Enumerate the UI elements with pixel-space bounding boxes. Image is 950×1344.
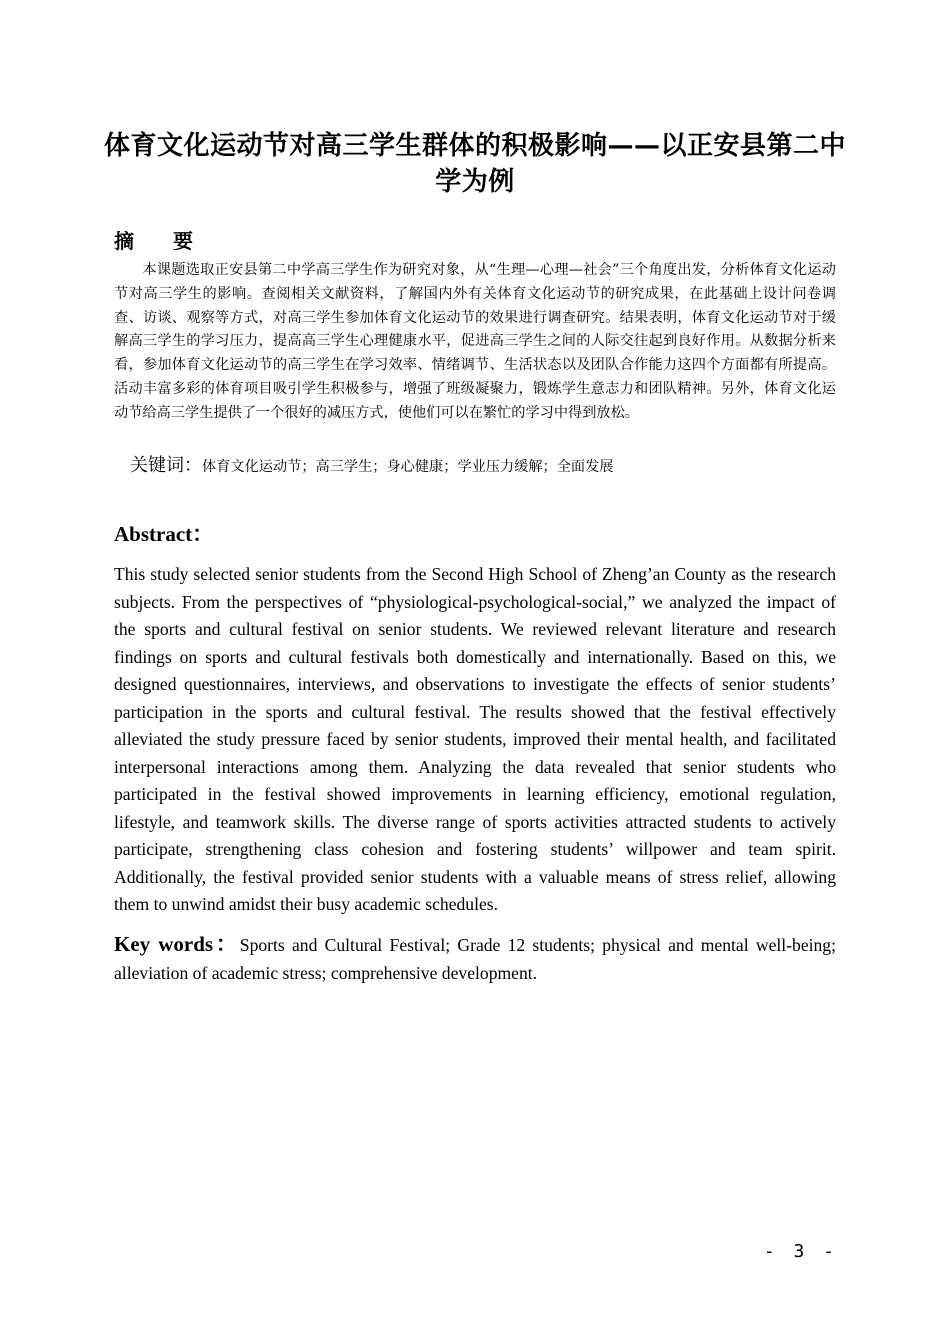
page-number: - 3 - <box>763 1241 838 1262</box>
document-title: 体育文化运动节对高三学生群体的积极影响——以正安县第二中学为例 <box>103 131 846 197</box>
chinese-keywords-label: 关键词： <box>130 455 202 476</box>
english-keywords-label: Key words： <box>114 932 240 956</box>
english-abstract-body: This study selected senior students from the Second High School of Zheng’an County as the research subjects. From the perspectives of “physiological-psychological-social,” we analyzed the impact of the sports and cultural festival on senior students. We reviewed relevant literature and research findings on sports and cultural festivals both domestically and internationally. Based on this, we designed questionnaires, interviews, and observations to investigate the effects of senior students’ participation in the sports and cultural festival. The results showed that the festival effectively alleviated the study pressure faced by senior students, improved their mental health, and facilitated interpersonal interactions among them. Analyzing the data revealed that senior students who participated in the festival showed improvements in learning efficiency, emotional regulation, lifestyle, and teamwork skills. The diverse range of sports activities attracted students to actively participate, strengthening class cohesion and fostering students’ willpower and team spirit. Additionally, the festival provided senior students with a valuable means of stress relief, allowing them to unwind amidst their busy academic schedules. <box>114 564 836 914</box>
english-keywords <box>114 930 836 987</box>
chinese-keywords-text: 体育文化运动节；高三学生；身心健康；学业压力缓解；全面发展 <box>202 459 614 475</box>
english-abstract-heading: Abstract： <box>114 522 214 546</box>
chinese-abstract-heading: 摘 要 <box>114 229 209 253</box>
chinese-abstract-body: 本课题选取正安县第二中学高三学生作为研究对象，从“生理—心理—社会”三个角度出发，分析体育文化运动节对高三学生的影响。查阅相关文献资料，了解国内外有关体育文化运动节的研究成果，在此基础上设计问卷调查、访谈、观察等方式，对高三学生参加体育文化运动节的效果进行调查研究。结果表明，体育文化运动节对于缓解高三学生的学习压力，提高高三学生心理健康水平，促进高三学生之间的人际交往起到良好作用。从数据分析来看，参加体育文化运动节的高三学生在学习效率、情绪调节、生活状态以及团队合作能力这四个方面都有所提高。活动丰富多彩的体育项目吸引学生积极参与，增强了班级凝聚力，锻炼学生意志力和团队精神。另外，体育文化运动节给高三学生提供了一个很好的减压方式，使他们可以在繁忙的学习中得到放松。 <box>114 262 836 421</box>
chinese-keywords <box>130 452 850 481</box>
english-keywords-text: Sports and Cultural Festival; Grade 12 students; physical and mental well-being; alleviation of academic stress; comprehensive development. <box>114 935 836 983</box>
